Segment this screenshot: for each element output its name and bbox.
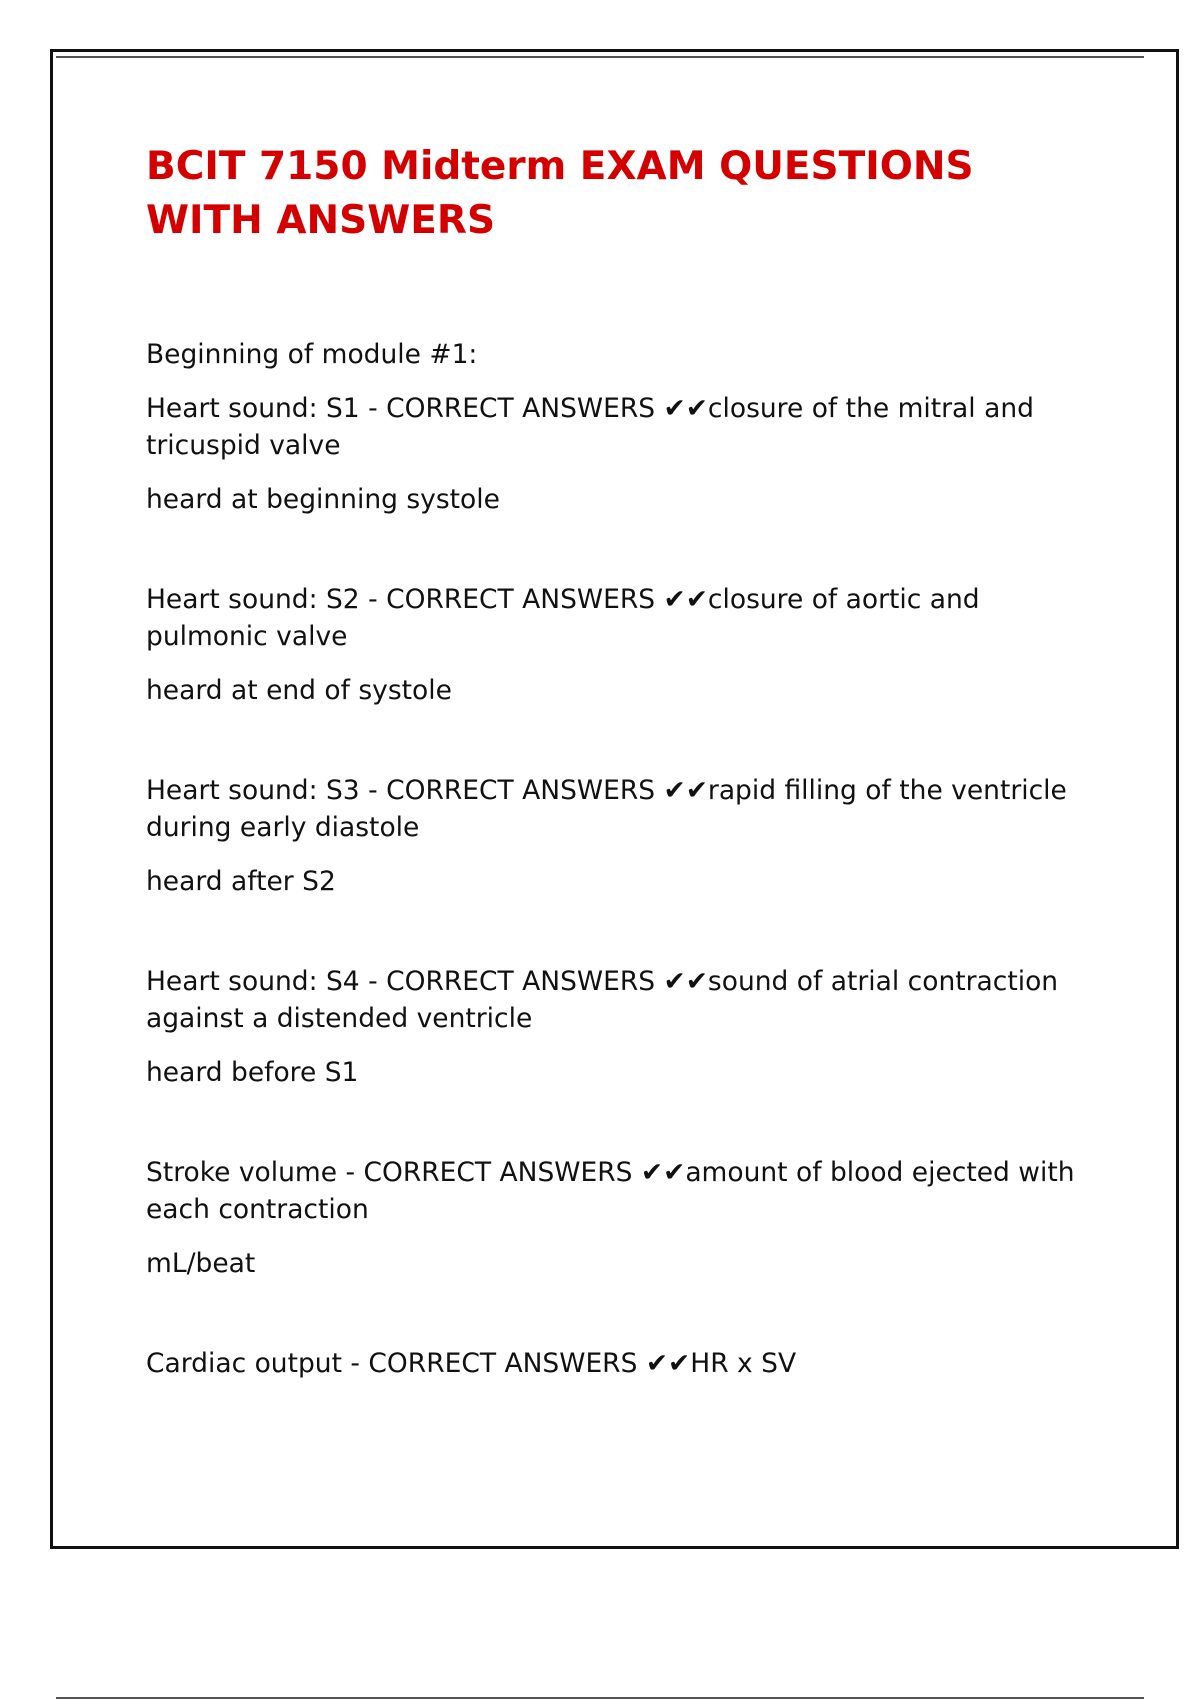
qa-note: heard at end of systole [146, 675, 452, 706]
qa-item-cardiac-output [146, 1345, 1096, 1382]
qa-item-s4 [146, 963, 1096, 1091]
document-body [146, 336, 1096, 1445]
qa-label: CORRECT ANSWERS [386, 966, 656, 997]
qa-question: Heart sound: S1 [146, 393, 360, 424]
qa-item-stroke-volume [146, 1154, 1096, 1282]
qa-separator: - [342, 1348, 369, 1379]
qa-answer-line [146, 963, 1096, 1037]
qa-question: Stroke volume [146, 1157, 338, 1188]
double-check-icon: ✔✔ [637, 1348, 691, 1379]
qa-label: CORRECT ANSWERS [363, 1157, 633, 1188]
qa-separator: - [337, 1157, 364, 1188]
qa-note: heard before S1 [146, 1057, 359, 1088]
qa-label: CORRECT ANSWERS [386, 775, 656, 806]
qa-separator: - [359, 393, 387, 424]
double-check-icon: ✔✔ [655, 966, 708, 997]
qa-answer: amount of blood ejected with each contraction [146, 1157, 1075, 1225]
qa-note: mL/beat [146, 1248, 256, 1279]
qa-answer: closure of aortic and pulmonic valve [146, 584, 980, 652]
document-title: BCIT 7150 Midterm EXAM QUESTIONS WITH ANSWERS [146, 144, 974, 243]
qa-separator: - [359, 584, 387, 615]
qa-item-s1 [146, 390, 1096, 518]
qa-question: Heart sound: S3 [146, 775, 360, 806]
qa-answer: HR x SV [690, 1348, 797, 1379]
qa-note: heard at beginning systole [146, 484, 500, 515]
qa-answer: sound of atrial contraction against a distended ventricle [146, 966, 1059, 1034]
qa-answer-line [146, 1345, 1096, 1382]
qa-question: Heart sound: S4 [146, 966, 360, 997]
qa-label: CORRECT ANSWERS [368, 1348, 638, 1379]
qa-answer-line [146, 390, 1096, 464]
qa-separator: - [359, 966, 387, 997]
double-check-icon: ✔✔ [655, 584, 708, 615]
qa-answer-line [146, 1154, 1096, 1228]
qa-question: Cardiac output [146, 1348, 342, 1379]
bottom-rule [56, 1697, 1144, 1699]
qa-answer-line [146, 581, 1096, 655]
qa-answer-line [146, 772, 1096, 846]
double-check-icon: ✔✔ [655, 393, 708, 424]
qa-item-s2 [146, 581, 1096, 709]
qa-label: CORRECT ANSWERS [386, 584, 656, 615]
double-check-icon: ✔✔ [655, 775, 708, 806]
qa-label: CORRECT ANSWERS [386, 393, 656, 424]
module-heading: Beginning of module #1: [146, 339, 478, 370]
qa-item-s3 [146, 772, 1096, 900]
double-check-icon: ✔✔ [632, 1157, 686, 1188]
qa-answer: closure of the mitral and tricuspid valve [146, 393, 1034, 461]
qa-answer: rapid filling of the ventricle during early diastole [146, 775, 1067, 843]
qa-question: Heart sound: S2 [146, 584, 360, 615]
qa-separator: - [359, 775, 387, 806]
qa-note: heard after S2 [146, 866, 336, 897]
